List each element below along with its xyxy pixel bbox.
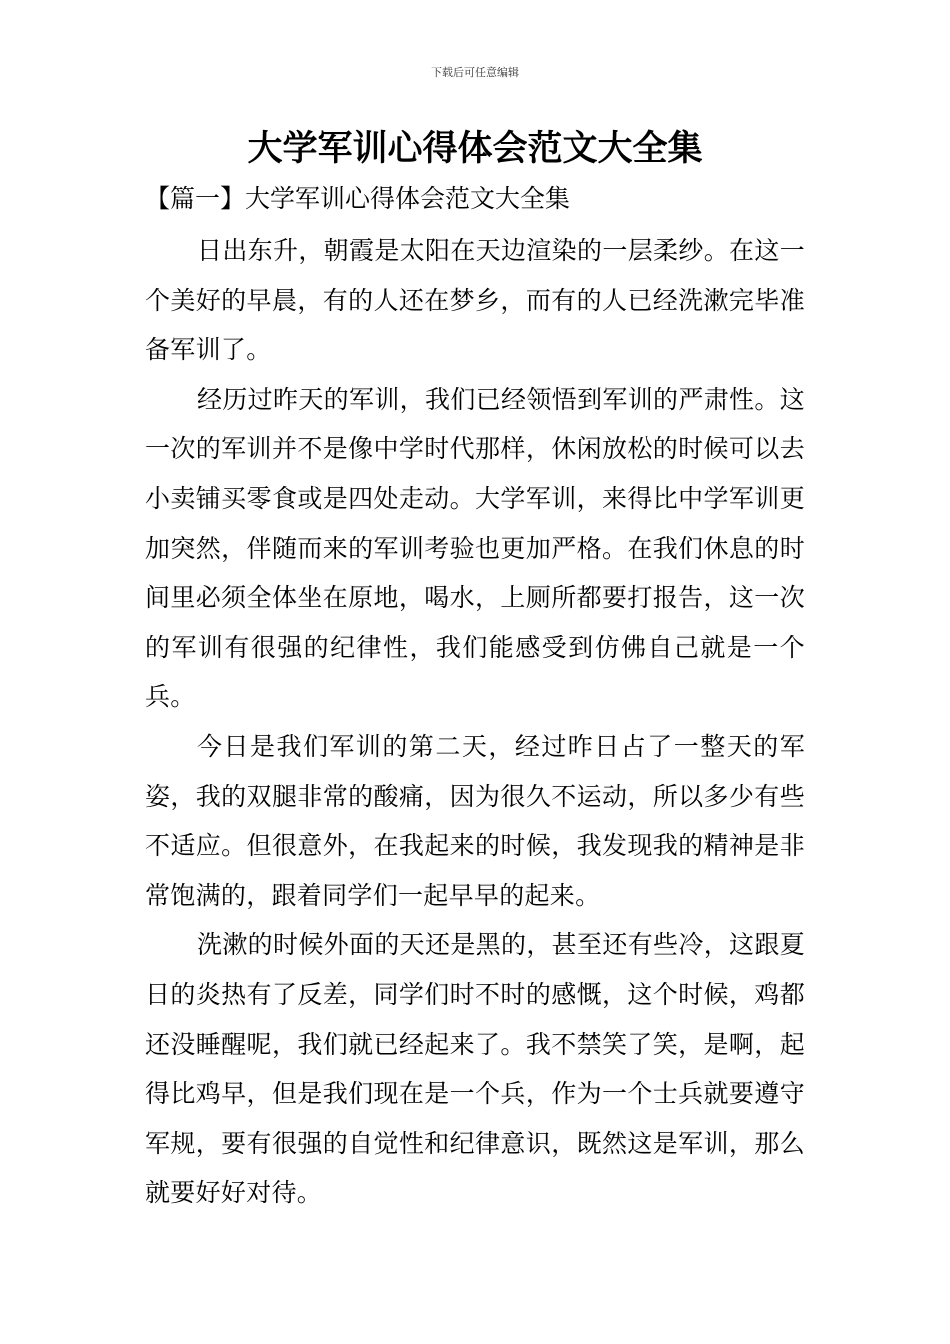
paragraph-4: 洗漱的时候外面的天还是黑的，甚至还有些冷，这跟夏日的炎热有了反差，同学们时不时的感慨，这个时候，鸡都还没睡醒呢，我们就已经起来了。我不禁笑了笑，是啊，起得比鸡早，但是我们现在是一个兵，作为一个士兵就要遵守军规，要有很强的自觉性和纪律意识，既然这是军训，那么就要好好对待。 <box>145 930 805 1208</box>
paragraph-1: 日出东升，朝霞是太阳在天边渲染的一层柔纱。在这一个美好的早晨，有的人还在梦乡，而有的人已经洗漱完毕准备军训了。 <box>145 236 805 365</box>
header-note: 下载后可任意编辑 <box>431 66 519 79</box>
paragraph-3: 今日是我们军训的第二天，经过昨日占了一整天的军姿，我的双腿非常的酸痛，因为很久不运动，所以多少有些不适应。但很意外，在我起来的时候，我发现我的精神是非常饱满的，跟着同学们一起早早的起来。 <box>145 731 805 910</box>
section-heading: 【篇一】大学军训心得体会范文大全集 <box>145 184 571 213</box>
body-text <box>145 226 805 1218</box>
document-title: 大学军训心得体会范文大全集 <box>247 129 703 169</box>
paragraph-2: 经历过昨天的军训，我们已经领悟到军训的严肃性。这一次的军训并不是像中学时代那样，休闲放松的时候可以去小卖铺买零食或是四处走动。大学军训，来得比中学军训更加突然，伴随而来的军训考验也更加严格。在我们休息的时间里必须全体坐在原地，喝水，上厕所都要打报告，这一次的军训有很强的纪律性，我们能感受到仿佛自己就是一个兵。 <box>145 384 805 712</box>
